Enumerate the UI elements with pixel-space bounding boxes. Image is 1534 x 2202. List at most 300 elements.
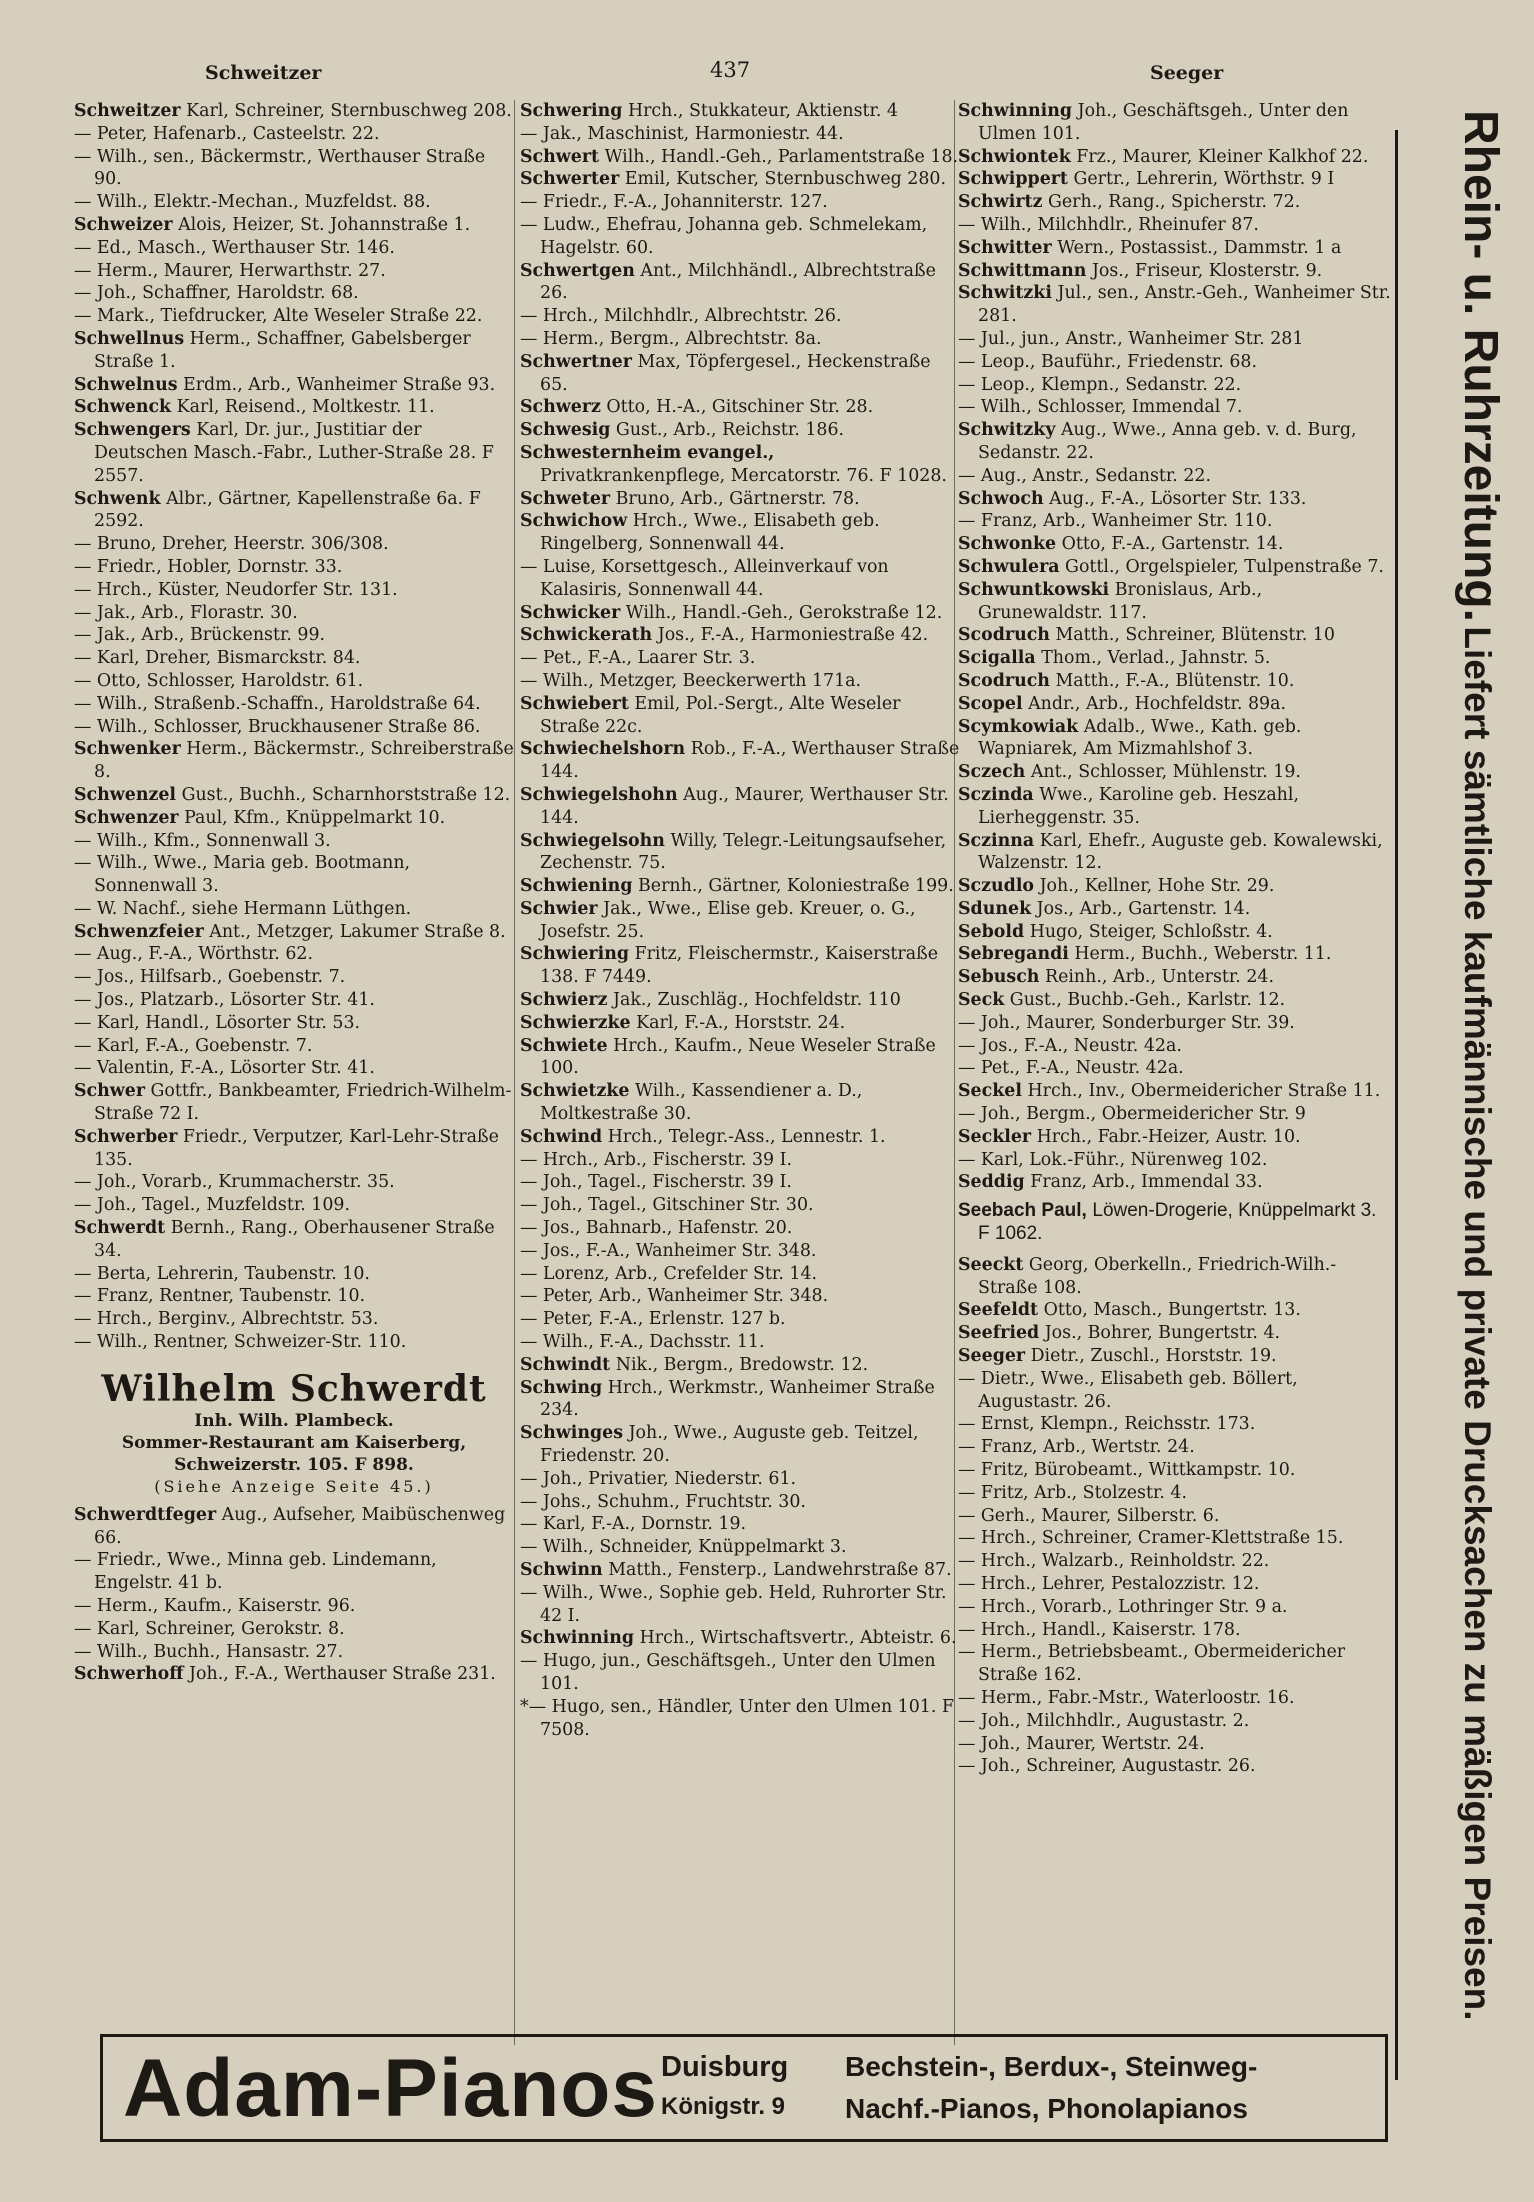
entry-details: Jos., Arb., Gartenstr. 14.	[1036, 898, 1251, 919]
entry-name: Sebold	[958, 921, 1025, 942]
entry-details: — Peter, Arb., Wanheimer Str. 348.	[520, 1286, 829, 1307]
entry-name: Schwelnus	[74, 374, 178, 395]
directory-entry	[958, 168, 1392, 191]
directory-entry	[958, 1413, 1392, 1436]
directory-entry	[958, 624, 1392, 647]
entry-details: — Otto, Schlosser, Haroldstr. 61.	[74, 670, 364, 691]
directory-entry	[958, 1035, 1392, 1058]
entry-name: Schwitter	[958, 237, 1052, 258]
directory-entry	[74, 647, 514, 670]
ad-reference: (Siehe Anzeige Seite 45.)	[154, 1476, 434, 1496]
directory-entry	[958, 191, 1392, 214]
entry-details: Ant., Metzger, Lakumer Straße 8.	[209, 921, 506, 942]
entry-details: — Jak., Arb., Florastr. 30.	[74, 602, 298, 623]
entry-details: — Franz, Arb., Wanheimer Str. 110.	[958, 511, 1273, 532]
directory-entry	[958, 1710, 1392, 1733]
directory-entry	[958, 146, 1392, 169]
directory-entry	[520, 1240, 960, 1263]
entry-name: Schwitzki	[958, 283, 1052, 304]
entry-details: — Joh., Maurer, Wertstr. 24.	[958, 1733, 1205, 1754]
entry-name: Schwiegelsohn	[520, 830, 665, 851]
entry-details: — Karl, Schreiner, Gerokstr. 8.	[74, 1618, 345, 1639]
entry-details: — Herm., Kaufm., Kaiserstr. 96.	[74, 1596, 356, 1617]
directory-entry	[958, 1505, 1392, 1528]
directory-entry	[520, 1126, 960, 1149]
directory-entry	[520, 1468, 960, 1491]
ad-business: Sommer-Restaurant am Kaiserberg,	[121, 1432, 467, 1453]
directory-entry	[74, 396, 514, 419]
schwerdt-restaurant-ad	[74, 1368, 514, 1498]
directory-entry	[74, 1171, 514, 1194]
directory-entry	[958, 1126, 1392, 1149]
entry-name: Schwind	[520, 1126, 603, 1147]
entry-details: Aug., Maurer, Werthauser Str. 144.	[540, 784, 949, 828]
directory-entry	[520, 1536, 960, 1559]
directory-entry	[74, 624, 514, 647]
entry-name: Schwickerath	[520, 625, 653, 646]
entry-details: — Herm., Bergm., Albrechtstr. 8a.	[520, 328, 822, 349]
entry-name: Schwonke	[958, 534, 1057, 555]
entry-details: Otto, F.-A., Gartenstr. 14.	[1061, 534, 1284, 555]
entry-name: Schwerdt	[74, 1218, 166, 1239]
directory-entry	[958, 1527, 1392, 1550]
directory-entry	[74, 260, 514, 283]
directory-entry	[520, 830, 960, 876]
entry-details: — Peter, F.-A., Erlenstr. 127 b.	[520, 1309, 786, 1330]
entry-name: Schwietzke	[520, 1081, 630, 1102]
entry-details: — Joh., Tagel., Fischerstr. 39 I.	[520, 1172, 792, 1193]
entry-details: Gertr., Lehrerin, Wörthstr. 9 I	[1073, 169, 1335, 190]
entry-details: Wwe., Karoline geb. Heszahl, Lierheggenstr. 35.	[978, 784, 1299, 828]
entry-details: Jak., Zuschläg., Hochfeldstr. 110	[613, 990, 901, 1011]
directory-entry	[958, 488, 1392, 511]
ad-address: Schweizerstr. 105. F 898.	[174, 1454, 414, 1475]
entry-details: — Joh., Privatier, Niederstr. 61.	[520, 1468, 797, 1489]
entry-details: Karl, Schreiner, Sternbuschweg 208.	[186, 101, 512, 121]
entry-name: Sdunek	[958, 898, 1032, 919]
entry-name: Sczudlo	[958, 876, 1035, 897]
entry-details: Alois, Heizer, St. Johannstraße 1.	[178, 214, 471, 235]
directory-entry	[958, 1550, 1392, 1573]
entry-details: Paul, Kfm., Knüppelmarkt 10.	[184, 807, 446, 828]
directory-entry	[520, 1308, 960, 1331]
directory-entry	[958, 351, 1392, 374]
directory-entry	[520, 442, 960, 488]
directory-entry	[520, 510, 960, 556]
directory-entry	[958, 647, 1392, 670]
entry-name: Schwiebert	[520, 693, 629, 714]
entry-details: Wern., Postassist., Dammstr. 1 a	[1057, 237, 1342, 258]
entry-details: Löwen-Drogerie, Knüppelmarkt 3. F 1062.	[978, 1200, 1377, 1245]
directory-entry	[74, 1263, 514, 1286]
entry-details: — Wilh., Metzger, Beeckerwerth 171a.	[520, 670, 862, 691]
seebach-entry	[958, 1200, 1392, 1246]
directory-entry	[958, 966, 1392, 989]
directory-entry	[958, 1103, 1392, 1126]
entry-name: Seebach Paul,	[958, 1200, 1087, 1222]
entry-name: Schwerter	[520, 169, 620, 190]
directory-entry	[74, 943, 514, 966]
entry-details: Hrch., Telegr.-Ass., Lennestr. 1.	[607, 1126, 886, 1147]
entry-name: Schweizer	[74, 214, 173, 235]
entry-name: Schwenker	[74, 739, 181, 760]
entry-details: — Jos., F.-A., Wanheimer Str. 348.	[520, 1240, 817, 1261]
entry-details: — Wilh., sen., Bäckermstr., Werthauser Straße 90.	[74, 146, 486, 190]
directory-entry	[958, 1436, 1392, 1459]
entry-details: — Joh., Schaffner, Haroldstr. 68.	[74, 283, 359, 304]
entry-details: — Herm., Fabr.-Mstr., Waterloostr. 16.	[958, 1687, 1295, 1708]
entry-details: — Gerh., Maurer, Silberstr. 6.	[958, 1505, 1220, 1526]
entry-details: Privatkrankenpflege, Mercatorstr. 76. F 1028.	[540, 465, 947, 486]
directory-entry	[74, 1618, 514, 1641]
ad-address: Königstr. 9	[661, 2093, 786, 2120]
entry-details: — Hugo, jun., Geschäftsgeh., Unter den Ulmen 101.	[520, 1651, 936, 1694]
entry-details: — Peter, Hafenarb., Casteelstr. 22.	[74, 123, 380, 144]
entry-name: Schwesig	[520, 420, 611, 441]
entry-details: Hugo, Steiger, Schloßstr. 4.	[1029, 921, 1273, 942]
entry-name: Scodruch	[958, 670, 1050, 691]
newspaper-name: Rhein- u. Ruhrzeitung.	[1454, 110, 1507, 622]
directory-entry	[958, 100, 1392, 146]
directory-entry	[958, 396, 1392, 419]
entry-details: Ant., Milchhändl., Albrechtstraße 26.	[540, 260, 936, 304]
directory-entry	[520, 1559, 960, 1582]
directory-entry	[74, 214, 514, 237]
ad-city: Duisburg	[661, 2051, 789, 2083]
entry-details: Emil, Kutscher, Sternbuschweg 280.	[624, 169, 947, 190]
entry-name: Scodruch	[958, 625, 1050, 646]
entry-name: Schwippert	[958, 169, 1068, 190]
directory-entry	[958, 898, 1392, 921]
directory-entry	[520, 1354, 960, 1377]
directory-entry	[74, 1285, 514, 1308]
entry-name: Schwer	[74, 1081, 145, 1102]
entry-details: Albr., Gärtner, Kapellenstraße 6a. F 2592.	[94, 488, 481, 532]
entry-details: Georg, Oberkelln., Friedrich-Wilh.-Straße 108.	[978, 1254, 1337, 1298]
entry-details: — Jos., F.-A., Neustr. 42a.	[958, 1035, 1182, 1056]
directory-entry	[520, 647, 960, 670]
entry-name: Sczinna	[958, 830, 1035, 851]
entry-details: — Wilh., Straßenb.-Schaffn., Haroldstraße 64.	[74, 693, 481, 714]
directory-entry	[74, 1194, 514, 1217]
directory-entry	[520, 328, 960, 351]
directory-entry	[74, 305, 514, 328]
entry-details: Hrch., Fabr.-Heizer, Austr. 10.	[1036, 1126, 1301, 1147]
entry-details: Fritz, Fleischermstr., Kaiserstraße 138. F 7449.	[540, 944, 938, 988]
entry-name: Schwierzke	[520, 1012, 631, 1033]
entry-name: Seefried	[958, 1323, 1040, 1344]
entry-details: Otto, Masch., Bungertstr. 13.	[1043, 1300, 1301, 1321]
entry-details: — Herm., Maurer, Herwarthstr. 27.	[74, 260, 386, 281]
directory-entry	[958, 1171, 1392, 1194]
entry-name: Schwuntkowski	[958, 579, 1110, 600]
directory-entry	[74, 100, 514, 123]
entry-name: Schwesternheim evangel.,	[520, 442, 775, 463]
entry-name: Schwering	[520, 101, 623, 121]
entry-details: Dietr., Zuschl., Horststr. 19.	[1030, 1346, 1277, 1367]
entry-details: — Leop., Klempn., Sedanstr. 22.	[958, 374, 1242, 395]
entry-details: — Hrch., Lehrer, Pestalozzistr. 12.	[958, 1574, 1260, 1594]
entry-details: — Joh., Milchhdlr., Augustastr. 2.	[958, 1710, 1250, 1731]
entry-details: Bronislaus, Arb., Grunewaldstr. 117.	[978, 579, 1263, 623]
entry-details: Otto, H.-A., Gitschiner Str. 28.	[606, 397, 874, 418]
directory-entry	[958, 716, 1392, 762]
directory-entry	[958, 1057, 1392, 1080]
directory-entry	[74, 579, 514, 602]
entry-name: Schwenzfeier	[74, 921, 204, 942]
entry-details: — Jos., Bahnarb., Hafenstr. 20.	[520, 1218, 793, 1239]
entry-details: — Jak., Maschinist, Harmoniestr. 44.	[520, 123, 844, 144]
entry-name: Schwinges	[520, 1423, 624, 1444]
directory-entry	[74, 533, 514, 556]
header-right-keyword: Seeger	[1150, 62, 1224, 84]
side-banner	[1395, 100, 1525, 2080]
directory-entry	[74, 146, 514, 192]
entry-name: Schwinning	[958, 101, 1073, 121]
entry-details: Jos., Bohrer, Bungertstr. 4.	[1044, 1323, 1281, 1344]
entry-name: Schwiontek	[958, 146, 1071, 167]
entry-name: Schwengers	[74, 420, 191, 441]
entry-details: Karl, Reisend., Moltkestr. 11.	[176, 397, 435, 418]
directory-entry	[958, 943, 1392, 966]
entry-details: Jak., Wwe., Elise geb. Kreuer, o. G., Josefstr. 25.	[540, 898, 916, 942]
entry-details: — Bruno, Dreher, Heerstr. 306/308.	[74, 534, 389, 555]
entry-name: Schwiete	[520, 1035, 608, 1056]
entry-details: — Johs., Schuhm., Fruchtstr. 30.	[520, 1491, 806, 1512]
entry-details: Jos., Friseur, Klosterstr. 9.	[1091, 260, 1323, 281]
directory-entry	[74, 1641, 514, 1664]
entry-details: Joh., Wwe., Auguste geb. Teitzel, Friedenstr. 20.	[540, 1423, 919, 1467]
entry-details: — Wilh., Buchh., Hansastr. 27.	[74, 1641, 344, 1662]
entry-name: Seeckt	[958, 1254, 1024, 1275]
entry-details: — Wilh., Elektr.-Mechan., Muzfeldst. 88.	[74, 192, 431, 213]
directory-entry	[74, 1549, 514, 1595]
entry-details: — Jul., jun., Anstr., Wanheimer Str. 281	[958, 328, 1304, 349]
entry-name: Seeger	[958, 1346, 1026, 1367]
entry-details: — Fritz, Arb., Stolzestr. 4.	[958, 1482, 1188, 1503]
entry-details: Karl, F.-A., Horststr. 24.	[636, 1012, 846, 1033]
entry-details: — Wilh., F.-A., Dachsstr. 11.	[520, 1332, 765, 1353]
entry-name: Schwirtz	[958, 192, 1043, 213]
directory-entry	[520, 1285, 960, 1308]
entry-details: Willy, Telegr.-Leitungsaufseher, Zechenstr. 75.	[540, 830, 947, 874]
ad-owner: Inh. Wilh. Plambeck.	[194, 1410, 394, 1431]
directory-entry	[520, 989, 960, 1012]
entry-details: — Jos., Platzarb., Lösorter Str. 41.	[74, 990, 375, 1011]
directory-entry	[520, 1422, 960, 1468]
entry-details: — Leop., Bauführ., Friedenstr. 68.	[958, 351, 1258, 372]
directory-entry	[520, 1035, 960, 1081]
directory-entry	[74, 237, 514, 260]
directory-entry	[958, 533, 1392, 556]
directory-entry	[74, 1080, 514, 1126]
entry-name: Schwertgen	[520, 260, 635, 281]
directory-column-1	[74, 100, 514, 2040]
entry-details: Max, Töpfergesel., Heckenstraße 65.	[540, 351, 931, 395]
directory-entry	[520, 693, 960, 739]
directory-entry	[74, 123, 514, 146]
directory-entry	[520, 556, 960, 602]
directory-entry	[74, 282, 514, 305]
directory-entry	[74, 556, 514, 579]
entry-details: — Aug., Anstr., Sedanstr. 22.	[958, 465, 1211, 486]
directory-entry	[958, 1149, 1392, 1172]
entry-details: Adalb., Wwe., Kath. geb. Wapniarek, Am Mizmahlshof 3.	[978, 716, 1302, 760]
entry-details: Gerh., Rang., Spicherstr. 72.	[1047, 192, 1301, 213]
directory-entry	[520, 214, 960, 260]
entry-details: — Hrch., Küster, Neudorfer Str. 131.	[74, 579, 398, 600]
entry-name: Schwiering	[520, 944, 630, 965]
entry-name: Schwerhoff	[74, 1664, 184, 1685]
entry-details: Gottl., Orgelspieler, Tulpenstraße 7.	[1065, 556, 1384, 577]
directory-entry	[958, 1012, 1392, 1035]
directory-entry	[520, 943, 960, 989]
directory-entry	[958, 374, 1392, 397]
directory-entry	[958, 1368, 1392, 1414]
entry-details: Gust., Buchb.-Geh., Karlstr. 12.	[1009, 990, 1286, 1011]
entry-name: Schwerber	[74, 1126, 178, 1147]
entry-details: — Ed., Masch., Werthauser Str. 146.	[74, 237, 395, 258]
entry-details: Friedr., Verputzer, Karl-Lehr-Straße 135.	[94, 1126, 499, 1170]
entry-details: — W. Nachf., siehe Hermann Lüthgen.	[74, 898, 412, 919]
entry-details: — Aug., F.-A., Wörthstr. 62.	[74, 944, 313, 965]
entry-name: Schwenzel	[74, 784, 177, 805]
entry-details: — Hrch., Milchhdlr., Albrechtstr. 26.	[520, 306, 842, 327]
entry-details: Hrch., Stukkateur, Aktienstr. 4	[627, 101, 898, 121]
entry-name: Schwiening	[520, 876, 633, 897]
entry-details: — Karl, Lok.-Führ., Nürenweg 102.	[958, 1149, 1268, 1170]
entry-details: — Joh., Tagel., Muzfeldstr. 109.	[74, 1195, 351, 1216]
directory-entry	[520, 784, 960, 830]
directory-entry	[520, 1171, 960, 1194]
directory-entry	[520, 602, 960, 625]
entry-details: Bruno, Arb., Gärtnerstr. 78.	[615, 488, 860, 509]
entry-name: Schwicker	[520, 602, 621, 623]
entry-details: — Pet., F.-A., Neustr. 42a.	[958, 1058, 1184, 1079]
entry-name: Schwenzer	[74, 807, 179, 828]
entry-list	[74, 1504, 514, 1686]
entry-details: — Pet., F.-A., Laarer Str. 3.	[520, 648, 756, 669]
entry-details: Matth., F.-A., Blütenstr. 10.	[1055, 670, 1295, 691]
directory-entry	[74, 1331, 514, 1354]
entry-name: Schweitzer	[74, 101, 181, 121]
directory-entry	[520, 419, 960, 442]
entry-details: Gottfr., Bankbeamter, Friedrich-Wilhelm-Straße 72 I.	[94, 1081, 512, 1125]
directory-entry	[520, 351, 960, 397]
entry-list	[520, 100, 960, 1741]
directory-entry	[958, 556, 1392, 579]
directory-entry	[520, 1513, 960, 1536]
directory-entry	[958, 510, 1392, 533]
entry-details: Frz., Maurer, Kleiner Kalkhof 22.	[1076, 146, 1369, 167]
directory-entry	[520, 898, 960, 944]
entry-details: — Joh., Tagel., Gitschiner Str. 30.	[520, 1195, 814, 1216]
directory-entry	[520, 100, 960, 123]
directory-entry	[74, 830, 514, 853]
entry-details: Hrch., Kaufm., Neue Weseler Straße 100.	[540, 1035, 936, 1079]
directory-entry	[520, 1263, 960, 1286]
directory-entry	[520, 738, 960, 784]
entry-name: Schwinn	[520, 1560, 603, 1580]
ad-brands-line-1: Bechstein-, Berdux-, Steinweg-	[845, 2051, 1258, 2082]
directory-entry	[74, 693, 514, 716]
entry-details: — Herm., Betriebsbeamt., Obermeidericher Straße 162.	[958, 1642, 1346, 1686]
directory-entry	[958, 1322, 1392, 1345]
entry-name: Schwittmann	[958, 260, 1087, 281]
directory-entry	[520, 1012, 960, 1035]
entry-details: Jos., F.-A., Harmoniestraße 42.	[657, 625, 929, 646]
entry-details: — Joh., Schreiner, Augustastr. 26.	[958, 1756, 1256, 1777]
directory-entry	[958, 260, 1392, 283]
directory-entry	[958, 693, 1392, 716]
entry-name: Schwertner	[520, 351, 632, 372]
directory-entry	[958, 1619, 1392, 1642]
directory-entry	[958, 1345, 1392, 1368]
directory-entry	[958, 1733, 1392, 1756]
directory-entry	[958, 419, 1392, 465]
entry-details: Emil, Pol.-Sergt., Alte Weseler Straße 22c.	[540, 693, 901, 737]
directory-entry	[520, 305, 960, 328]
directory-entry	[74, 191, 514, 214]
entry-details: — Lorenz, Arb., Crefelder Str. 14.	[520, 1263, 818, 1284]
ad-title: Wilhelm Schwerdt	[101, 1367, 487, 1410]
entry-details: Karl, Ehefr., Auguste geb. Kowalewski, Walzenstr. 12.	[978, 830, 1383, 874]
entry-details: — Hrch., Berginv., Albrechtstr. 53.	[74, 1309, 379, 1330]
entry-details: Aug., Aufseher, Maibüschenweg 66.	[94, 1504, 506, 1548]
directory-entry	[958, 921, 1392, 944]
entry-details: Hrch., Werkmstr., Wanheimer Straße 234.	[540, 1377, 935, 1421]
directory-entry	[520, 1377, 960, 1423]
entry-details: Herm., Buchh., Weberstr. 11.	[1074, 944, 1332, 965]
entry-name: Schwierz	[520, 990, 608, 1011]
directory-entry	[958, 1299, 1392, 1322]
entry-details: — Hrch., Arb., Fischerstr. 39 I.	[520, 1149, 793, 1170]
entry-details: Hrch., Wwe., Elisabeth geb. Ringelberg, Sonnenwall 44.	[540, 511, 880, 555]
directory-entry	[74, 852, 514, 898]
directory-entry	[958, 989, 1392, 1012]
entry-list	[958, 1254, 1392, 1778]
directory-entry	[520, 1627, 960, 1650]
directory-entry	[958, 328, 1392, 351]
entry-name: Seckel	[958, 1081, 1022, 1102]
entry-details: Hrch., Inv., Obermeidericher Straße 11.	[1027, 1081, 1381, 1102]
entry-name: Schwichow	[520, 511, 628, 532]
directory-entry	[74, 1057, 514, 1080]
directory-entry	[520, 1194, 960, 1217]
entry-details: — Wilh., Schlosser, Immendal 7.	[958, 397, 1243, 418]
entry-details: — Jak., Arb., Brückenstr. 99.	[74, 625, 326, 646]
entry-details: Joh., Kellner, Hohe Str. 29.	[1039, 876, 1275, 897]
directory-entry	[74, 807, 514, 830]
directory-entry	[520, 1650, 960, 1696]
directory-entry	[74, 989, 514, 1012]
entry-details: Herm., Schaffner, Gabelsberger Straße 1.	[94, 328, 471, 372]
directory-entry	[74, 602, 514, 625]
directory-entry	[74, 738, 514, 784]
directory-entry	[74, 1126, 514, 1172]
directory-entry	[958, 1755, 1392, 1778]
entry-details: Matth., Schreiner, Blütenstr. 10	[1055, 625, 1335, 646]
directory-entry	[74, 1308, 514, 1331]
entry-details: Joh., Geschäftsgeh., Unter den Ulmen 101.	[978, 101, 1349, 144]
directory-entry	[520, 168, 960, 191]
entry-name: Schwing	[520, 1377, 603, 1398]
directory-entry	[958, 237, 1392, 260]
directory-entry	[74, 784, 514, 807]
directory-entry	[74, 670, 514, 693]
entry-details: — Hrch., Schreiner, Cramer-Klettstraße 15.	[958, 1528, 1344, 1549]
entry-name: Scopel	[958, 693, 1023, 714]
